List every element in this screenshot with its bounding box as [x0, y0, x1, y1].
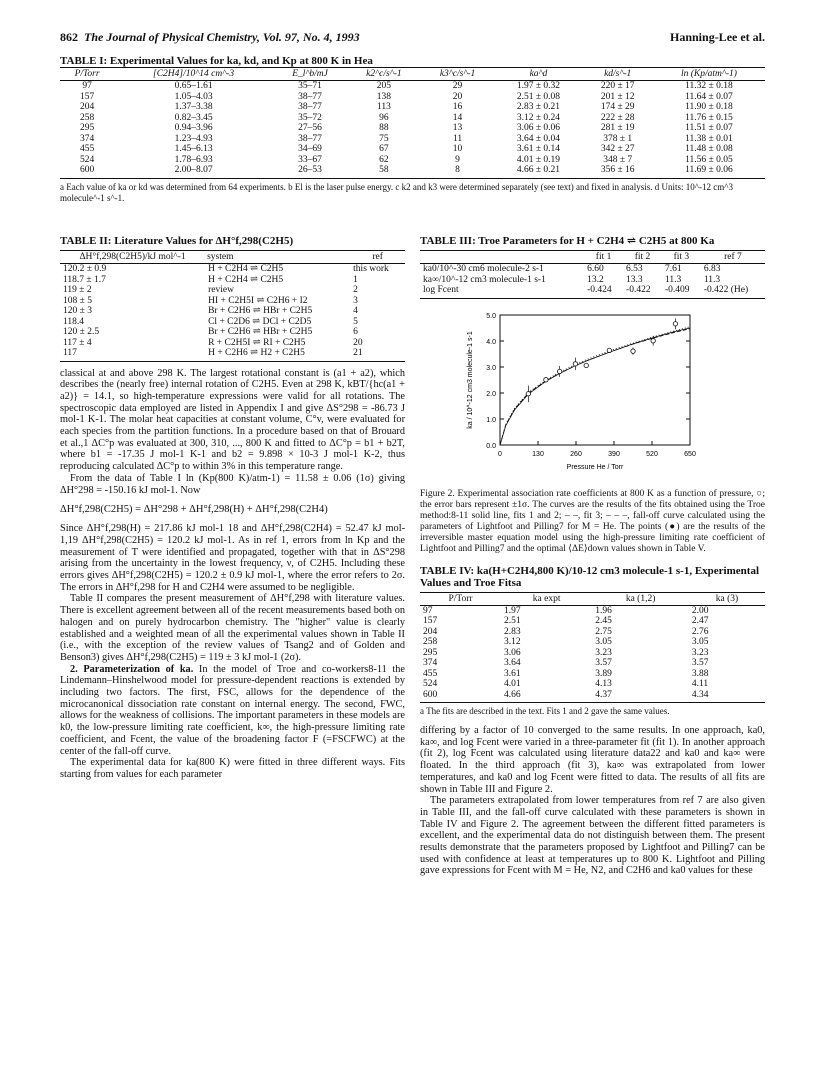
table-cell: 4.66 [501, 690, 592, 703]
table-cell: 117 ± 4 [63, 337, 92, 348]
table-cell: 205 [376, 81, 392, 91]
table-row [60, 317, 405, 328]
page-number: 862 [60, 30, 78, 44]
table-cell: R + C2H5I ⇌ RI + C2H5 [208, 337, 306, 348]
table-cell: 7.61 [664, 264, 682, 274]
table-cell: 1.23–4.93 [174, 133, 213, 144]
table-cell: 455 [423, 668, 438, 679]
table-cell: 138 [376, 91, 392, 102]
table-cell: 3.06 [504, 647, 521, 658]
column-header: ka (1,2) [592, 592, 689, 605]
paragraph: classical at and above 298 K. The largest rotational constant is (a1 + a2), which describes the (nearly free) internal rotation of C2H5. Even at 298 K, kBT/{hc(a1 + a2)} = 14.1, so high-temperature expressions were valid for all rotations. The spectroscopic data employed are listed in Appendix I and give ΔS°298 = -86.73 J mol-1 K-1. The molar heat capacities at constant volume, C°v, were evaluated for each species from the partition functions. In a procedure based on that of Brouard et al.,1 ΔC°p was evaluated at 300, 310, ..., 800 K and fitted to ΔC°p = b1 + b2T, where b1 = -17.35 J mol-1 K-1 and b2 = 9.898 × 10-3 J mol-1 K-2, thus reproducing calculated ΔC°p to within 3% in this temperature range. [60, 367, 405, 473]
table-cell: HI + C2H5I ⇌ C2H6 + I2 [208, 295, 308, 306]
column-header: ka (3) [689, 592, 765, 605]
column-header [420, 251, 584, 264]
table-cell: 11.69 ± 0.06 [653, 165, 765, 178]
table-cell: 220 ± 17 [600, 81, 635, 91]
table-cell: 3.05 [595, 637, 612, 647]
table4-title: TABLE IV: ka(H+C2H4,800 K)/10-12 cm3 molecule-1 s-1, Experimental Values and Troe Fitsa [420, 564, 759, 589]
table-cell: 6.53 [626, 264, 643, 274]
table-cell: 455 [79, 144, 95, 154]
column-header: [C2H4]/10^14 cm^-3 [114, 68, 273, 81]
table-row [420, 616, 765, 627]
table-cell: 4.34 [689, 690, 765, 703]
column-header: E_l^b/mJ [273, 68, 347, 81]
table-cell: 4.01 ± 0.19 [516, 154, 561, 165]
data-point [573, 361, 577, 365]
table-cell: 3.57 [595, 658, 612, 668]
column-header: ln (Kp/atm^-1) [653, 68, 765, 81]
table-row [420, 285, 765, 298]
table-cell: 3.05 [691, 637, 709, 647]
table-row [60, 92, 765, 103]
x-tick-label: 520 [646, 450, 658, 458]
table-cell: 13.2 [587, 274, 604, 285]
table-cell: 29 [452, 81, 463, 91]
table-cell: 3.88 [691, 668, 709, 679]
table-cell: 4.66 ± 0.21 [494, 165, 582, 178]
table-cell: 13 [452, 123, 463, 133]
table-cell: 35–71 [298, 81, 322, 91]
table-cell: 11.3 [664, 274, 682, 285]
table-cell: 62 [379, 154, 389, 165]
figure2-chart [420, 305, 765, 480]
table-cell: 1.37–3.38 [174, 102, 213, 112]
column-header: k3^c/s^-1 [421, 68, 495, 81]
data-point [673, 321, 677, 325]
table-cell: 2.83 ± 0.21 [516, 102, 561, 112]
table-cell: 34–69 [298, 144, 322, 154]
table-cell: 3.12 ± 0.24 [516, 112, 561, 123]
table-cell: Cl + C2D6 ⇌ DCl + C2D5 [208, 316, 312, 327]
y-tick-label: 5.0 [486, 312, 496, 320]
table-cell: 342 ± 27 [600, 144, 635, 154]
table-cell: 157 [79, 91, 95, 102]
table-cell: 1.96 [595, 605, 612, 616]
table-cell: 108 ± 5 [63, 295, 92, 306]
table-row [60, 327, 405, 338]
left-column [60, 235, 405, 877]
table-cell: -0.422 (He) [701, 285, 765, 298]
table-cell: 35–72 [298, 112, 322, 123]
table-row [420, 627, 765, 638]
table-cell: 6.83 [703, 264, 721, 274]
table-cell: 2 [353, 285, 358, 295]
paragraph: Since ΔH°f,298(H) = 217.86 kJ mol-1 18 and ΔH°f,298(C2H4) = 52.47 kJ mol-1,19 ΔH°f,298(C2H5) = 120.2 kJ mol-1. As in ref 1, errors from ln Kp and the measurement of T were identified and propagated, together with that in ΔS°298 arising from the uncertainty in the lowest frequency, ν, of C2H5. Including these errors gives ΔH°f,298(C2H5) = 120.2 ± 0.9 kJ mol-1, where the error refers to 2σ. The errors in ΔH°f,298 for H and C2H4 were assumed to be negligible. [60, 523, 405, 593]
table-cell: 6.60 [587, 264, 604, 274]
y-tick-label: 0.0 [486, 442, 496, 450]
table-row [60, 123, 765, 134]
table-row [420, 669, 765, 680]
table-cell: 26–53 [273, 165, 347, 178]
x-tick-label: 260 [570, 450, 582, 458]
table-cell: 3 [353, 295, 358, 306]
table-cell: 11.90 ± 0.18 [685, 102, 733, 112]
table-cell: 295 [423, 647, 438, 658]
table-cell: 2.51 [504, 616, 521, 626]
table-cell: 97 [82, 81, 92, 91]
column-header: ref 7 [701, 251, 765, 264]
paragraph: differing by a factor of 10 converged to the same results. In one approach, ka0, ka∞, and log Fcent were varied in a three-parameter fit (fit 1). In another approach (fit 2), log Fcent was calculated using literature data22 and ka0 and ka∞ were floated. In the third approach (fit 3), ka∞ was extrapolated from lower temperatures, and ka0 and log Fcent were fitted to data. The results of all fits are shown in Table III and Figure 2. [420, 725, 765, 795]
table-cell: 0.65–1.61 [174, 81, 213, 91]
table-row [60, 102, 765, 113]
table-cell: H + C2H6 ⇌ H2 + C2H5 [205, 348, 350, 361]
table-cell: 67 [379, 144, 389, 154]
table3-title: TABLE III: Troe Parameters for H + C2H4 ⇌ C2H5 at 800 Ka [420, 235, 715, 247]
table-cell: 3.23 [595, 647, 612, 658]
table2-title: TABLE II: Literature Values for ΔH°f,298(C2H5) [60, 235, 294, 247]
two-column-body [60, 235, 765, 877]
table-cell: 600 [420, 690, 501, 703]
column-header: P/Torr [420, 592, 501, 605]
column-header: ka^d [494, 68, 582, 81]
table-cell: 295 [79, 123, 95, 133]
table-cell: 3.64 ± 0.04 [516, 133, 561, 144]
table-cell: 201 ± 12 [600, 91, 635, 102]
table-cell: Br + C2H6 ⇌ HBr + C2H5 [208, 306, 313, 316]
table-cell: 11.3 [703, 274, 721, 285]
paragraph [60, 664, 405, 758]
x-axis-label: Pressure He / Torr [566, 463, 624, 471]
column-header: ref [350, 251, 405, 264]
table-cell: 1.05–4.03 [174, 91, 213, 102]
table-cell: 11.48 ± 0.08 [685, 144, 733, 154]
table-cell: 11.56 ± 0.05 [685, 154, 733, 165]
table-cell: 2.00 [691, 605, 709, 616]
journal-title: The Journal of Physical Chemistry, Vol. 97, No. 4, 1993 [84, 30, 360, 44]
table-cell: 118.4 [63, 316, 85, 327]
table-cell: 14 [452, 112, 463, 123]
table-row [60, 165, 765, 178]
column-header: system [205, 251, 350, 264]
table-cell: 348 ± 7 [603, 154, 633, 165]
data-point [526, 391, 530, 395]
table-cell: 222 ± 28 [600, 112, 635, 123]
table-cell: 378 ± 1 [603, 133, 633, 144]
table-cell: 97 [423, 605, 433, 616]
table-row [420, 264, 765, 275]
data-point [631, 348, 635, 352]
table-cell: 1.78–6.93 [174, 154, 213, 165]
table-cell: 1.45–6.13 [174, 144, 213, 154]
table-cell: 4.01 [504, 679, 521, 689]
table-cell: 120 ± 3 [63, 306, 92, 316]
table-row [60, 81, 765, 92]
column-header: P/Torr [60, 68, 114, 81]
table-row [60, 338, 405, 349]
table-cell: ka0/10^-30 cm6 molecule-2 s-1 [423, 264, 544, 274]
table-cell: 2.47 [691, 616, 709, 626]
table-cell: 2.51 ± 0.08 [516, 91, 561, 102]
table-row [420, 648, 765, 659]
column-header: ka expt [501, 592, 592, 605]
table-cell: 5 [353, 316, 358, 327]
x-tick-label: 0 [498, 450, 502, 458]
table1 [60, 67, 765, 179]
paragraph: The experimental data for ka(800 K) were fitted in three different ways. Fits starting from values for each parameter [60, 757, 405, 780]
table-row [60, 296, 405, 307]
table-cell: 75 [379, 133, 389, 144]
table-cell: review [208, 285, 234, 295]
table-row [60, 134, 765, 145]
table-cell: 11.38 ± 0.01 [685, 133, 733, 144]
table-cell: 157 [423, 616, 438, 626]
table-cell: 2.45 [595, 616, 612, 626]
y-axis-label: ka / 10^-12 cm3 molecule-1 s-1 [467, 330, 474, 429]
page-header [60, 30, 765, 45]
table-cell: 11.51 ± 0.07 [685, 123, 733, 133]
table-cell: 10 [452, 144, 463, 154]
y-tick-label: 4.0 [486, 338, 496, 346]
table-row [420, 637, 765, 648]
page [60, 30, 765, 204]
table-row [420, 605, 765, 616]
table-row [420, 690, 765, 703]
table-cell: 524 [79, 154, 95, 165]
table-cell: 356 ± 16 [583, 165, 653, 178]
table-cell: 11 [452, 133, 463, 144]
table-row [60, 306, 405, 317]
table-cell: 374 [79, 133, 95, 144]
table-cell: 33–67 [298, 154, 322, 165]
table-cell: 281 ± 19 [600, 123, 635, 133]
table-row [60, 264, 405, 275]
table-cell: 117 [60, 348, 205, 361]
table-cell: 120 ± 2.5 [63, 327, 100, 337]
table-cell: ka∞/10^-12 cm3 molecule-1 s-1 [423, 274, 546, 285]
table-cell: 38–77 [298, 133, 322, 144]
table-cell: 2.00–8.07 [114, 165, 273, 178]
right-column [420, 235, 765, 877]
column-header: fit 3 [662, 251, 701, 264]
table-cell: 11.64 ± 0.07 [685, 91, 733, 102]
column-header: k2^c/s^-1 [347, 68, 421, 81]
data-point [607, 348, 611, 352]
table-cell: 258 [79, 112, 95, 123]
table-cell: -0.422 [623, 285, 662, 298]
column-header: fit 2 [623, 251, 662, 264]
table-cell: 2.83 [504, 626, 521, 637]
table-cell: 1.97 ± 0.32 [516, 81, 561, 91]
table-row [420, 275, 765, 286]
table-cell: 4.37 [592, 690, 689, 703]
table-cell: 16 [452, 102, 463, 112]
table-cell: 3.61 ± 0.14 [516, 144, 561, 154]
table-cell: 6 [353, 327, 358, 337]
table-cell: 13.3 [626, 274, 643, 285]
table-cell: 3.64 [504, 658, 521, 668]
table-cell: 374 [423, 658, 438, 668]
table-cell: 2.75 [595, 626, 612, 637]
paragraph: Table II compares the present measurement of ΔH°f,298 with literature values. There is excellent agreement between all of the recent measurements based both on halogen and on purely hydrocarbon chemistry. The "higher" value is clearly established and a weighted mean of all the experimental values shown in Table II (i.e., with the exception of the review values of Tsang2 and of Golden and Benson3) gives ΔH°f,298(C2H5) = 119 ± 3 kJ mol-1 (2σ). [60, 593, 405, 663]
table2 [60, 250, 405, 362]
table-cell: 9 [455, 154, 460, 165]
table-cell: 1.97 [504, 605, 521, 616]
paragraph: From the data of Table I ln (Kp(800 K)/atm-1) = 11.58 ± 0.06 (1σ) giving ΔH°298 = -150.16 kJ mol-1. Now [60, 472, 405, 496]
table-cell: 8 [421, 165, 495, 178]
data-point [557, 369, 561, 373]
table-cell: 113 [376, 102, 391, 112]
table-cell: 27–56 [298, 123, 322, 133]
table-cell: 3.06 ± 0.06 [516, 123, 561, 133]
y-tick-label: 2.0 [486, 390, 496, 398]
table-cell: 3.23 [691, 647, 709, 658]
table4 [420, 592, 765, 704]
table4-footnote: a The fits are described in the text. Fits 1 and 2 gave the same values. [420, 706, 670, 716]
table-cell: H + C2H4 ⇌ C2H5 [208, 274, 284, 285]
table-cell: -0.424 [584, 285, 623, 298]
section-heading: 2. Parameterization of ka. [70, 663, 194, 675]
table-cell: 3.12 [504, 637, 521, 647]
table-cell: 38–77 [298, 91, 322, 102]
column-header: kd/s^-1 [583, 68, 653, 81]
table-cell: 20 [353, 337, 363, 348]
column-header: ΔH°f,298(C2H5)/kJ mol^-1 [60, 251, 205, 264]
table-cell: 88 [379, 123, 389, 133]
table-cell: 204 [423, 626, 438, 637]
data-point [584, 363, 588, 367]
table-row [60, 285, 405, 296]
column-header: fit 1 [584, 251, 623, 264]
table-row [60, 155, 765, 166]
figure2-caption: Figure 2. Experimental association rate coefficients at 800 K as a function of pressure, ○; the error bars represent ±1σ. The curves are the results of the fits obtained using the Troe method:8-11 solid line, fits 1 and 2; – –, fit 3; – – –, fall-off curve calculated using the parameters of Lightfoot and Pilling7 for M = He. The points (●) are the results of the irreversible master equation model using the high-pressure limiting rate coefficient of Lightfoot and Pilling7 and the optimal ⟨ΔE⟩down values shown in Table V. [420, 488, 765, 554]
table-cell: -0.409 [662, 285, 701, 298]
table-cell: Br + C2H6 ⇌ HBr + C2H5 [208, 327, 313, 337]
table-cell: 38–77 [298, 102, 322, 112]
table-row [60, 113, 765, 124]
table-row [420, 679, 765, 690]
table-cell: 3.57 [691, 658, 709, 668]
data-point [544, 377, 548, 381]
paragraph-text: In the model of Troe and co-workers8-11 the Lindemann–Hinshelwood model for pressure-dependent reactions is extended by including two factors. The first, FSC, allows for the dependence of the microcanonical dissociation rate constant on internal energy. The second, FWC, allows for the weakness of collisions. The important parameters in these models are k0, the low-pressure limiting rate coefficient, k∞, the high-pressure limiting rate coefficient, and Fcent, the value of the broadening factor F (=FSCFWC) at the center of the fall-off curve. [60, 663, 405, 757]
table-cell: 2.76 [691, 626, 709, 637]
table-cell: 21 [350, 348, 405, 361]
table-cell: 11.76 ± 0.15 [685, 112, 733, 123]
x-tick-label: 650 [684, 450, 696, 458]
table-cell: 20 [452, 91, 463, 102]
table3 [420, 250, 765, 299]
table-row [420, 658, 765, 669]
data-point [651, 338, 655, 342]
table-cell: 258 [423, 637, 438, 647]
table-cell: 0.82–3.45 [174, 112, 213, 123]
table-cell: 11.32 ± 0.18 [685, 81, 733, 91]
paragraph: The parameters extrapolated from lower temperatures from ref 7 are also given in Table III, and the fall-off curve calculated with these parameters is shown in Table IV and Figure 2. The agreement between the different fitted parameters is excellent, and the experimental data do not distinguish between them. The present results demonstrate that the parameters proposed by Lightfoot and Pilling7 can be used with confidence at least at temperatures up to 800 K. Lightfoot and Pilling gave expressions for Fcent with M = He, N2, and C2H6 and ka0 values for these [420, 795, 765, 877]
table-cell: 3.89 [595, 668, 612, 679]
y-tick-label: 1.0 [486, 416, 496, 424]
table-cell: 120.2 ± 0.9 [63, 264, 107, 274]
table-cell: 119 ± 2 [63, 285, 92, 295]
table-cell: 600 [60, 165, 114, 178]
table-cell: 58 [347, 165, 421, 178]
running-authors: Hanning-Lee et al. [670, 30, 765, 44]
table-cell: H + C2H4 ⇌ C2H5 [208, 264, 284, 274]
table1-footnote: a Each value of ka or kd was determined from 64 experiments. b El is the laser pulse energy. c k2 and k3 were determined separately (see text) and fixed in analysis. d Units: 10^-12 cm^3 molecule^-1 s^-1. [60, 181, 733, 203]
table-cell: 3.61 [504, 668, 521, 679]
plot-frame [500, 315, 690, 445]
table1-title: TABLE I: Experimental Values for ka, kd, and Kp at 800 K in Hea [60, 55, 373, 67]
table-cell: 118.7 ± 1.7 [63, 274, 106, 285]
table-cell: 96 [379, 112, 389, 123]
x-tick-label: 390 [608, 450, 620, 458]
table-row [60, 348, 405, 361]
table-cell: 524 [423, 679, 438, 689]
table-cell: 0.94–3.96 [174, 123, 213, 133]
table-cell: 4.13 [595, 679, 612, 689]
x-tick-label: 130 [532, 450, 544, 458]
table-cell: 4 [353, 306, 358, 316]
table-cell: log Fcent [420, 285, 584, 298]
table-row [60, 275, 405, 286]
table-cell: 174 ± 29 [600, 102, 635, 112]
y-tick-label: 3.0 [486, 364, 496, 372]
table-cell: this work [353, 264, 389, 274]
table-row [60, 144, 765, 155]
equation: ΔH°f,298(C2H5) = ΔH°298 + ΔH°f,298(H) + ΔH°f,298(C2H4) [60, 504, 328, 516]
table-cell: 1 [353, 274, 358, 285]
table-cell: 4.11 [691, 679, 709, 689]
table-cell: 204 [79, 102, 95, 112]
